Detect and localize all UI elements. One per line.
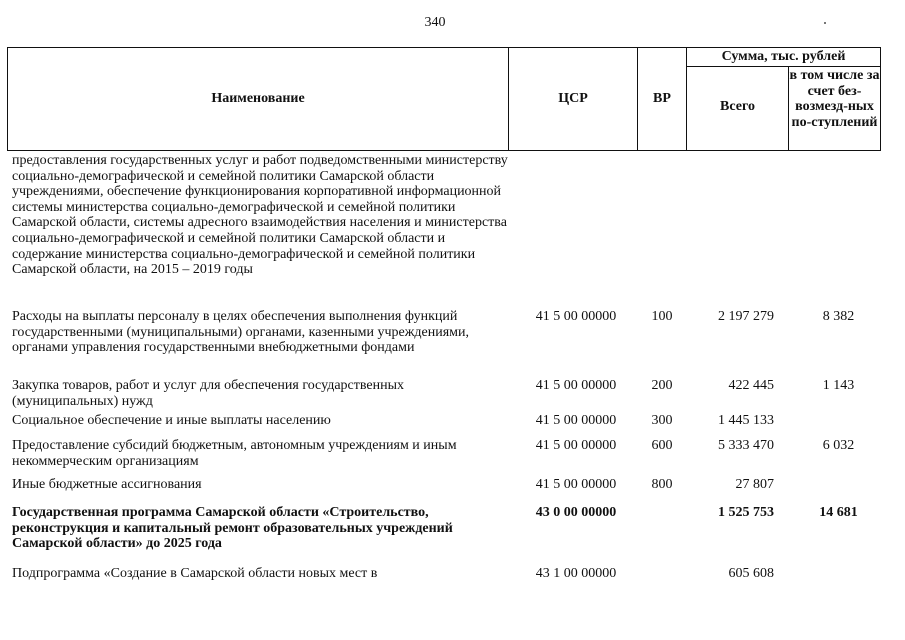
row-name: предоставления государственных услуг и работ подведомственными министерству социально-демографической и семейной политики Самарской области учреждениями, обеспечение функционирования корпоративной информационной системы министерства социально-демографической и семейной политики Самарской области, системы адресного взаимодействия населения и министерства социально-демографической и семейной политики Самарской области и содержание министерства социально-демографической и семейной политики Самарской области, на 2015 – 2019 годы xyxy=(12,153,508,278)
row-vr: 200 xyxy=(651,378,673,393)
row-name: Социальное обеспечение и иные выплаты населению xyxy=(12,413,331,428)
row-vr: 300 xyxy=(651,413,673,428)
header-vr: ВР xyxy=(653,91,671,106)
row-name: Государственная программа Самарской области «Строительство, реконструкция и капитальный ремонт образовательных учреждений Самарской области» до 2025 года xyxy=(12,505,453,552)
row-csr: 41 5 00 00000 xyxy=(535,477,617,492)
row-gratuitous: 14 681 xyxy=(819,505,858,520)
row-total: 2 197 279 xyxy=(718,309,774,324)
header-csr: ЦСР xyxy=(558,91,588,106)
row-vr: 800 xyxy=(651,477,673,492)
row-csr: 41 5 00 00000 xyxy=(535,413,617,428)
header-total: Всего xyxy=(720,99,755,114)
row-csr: 41 5 00 00000 xyxy=(535,378,617,393)
row-csr: 43 0 00 00000 xyxy=(535,505,617,520)
row-total: 5 333 470 xyxy=(718,438,774,453)
row-total: 27 807 xyxy=(735,477,774,492)
row-vr: 100 xyxy=(651,309,673,324)
row-csr: 43 1 00 00000 xyxy=(535,566,617,581)
header-name: Наименование xyxy=(211,91,305,106)
row-total: 605 608 xyxy=(728,566,774,581)
header-sum-rule xyxy=(686,66,881,67)
row-total: 422 445 xyxy=(728,378,774,393)
row-total: 1 445 133 xyxy=(718,413,774,428)
row-gratuitous: 6 032 xyxy=(822,438,855,453)
row-name: Закупка товаров, работ и услуг для обеспечения государственных (муниципальных) нужд xyxy=(12,378,405,409)
row-csr: 41 5 00 00000 xyxy=(535,309,617,324)
header-top-rule xyxy=(7,47,881,48)
row-name: Расходы на выплаты персоналу в целях обеспечения выполнения функций государственными (муниципальными) органами, казенными учреждениями, органами управления государственными внебюджетными фондами xyxy=(12,309,469,356)
row-name: Подпрограмма «Создание в Самарской области новых мест в xyxy=(12,566,378,581)
table-header xyxy=(7,47,881,151)
header-gratuitous: в том числе за счет без-возмезд-ных по-ступлений xyxy=(789,68,880,130)
scan-speck xyxy=(824,22,826,24)
row-gratuitous: 1 143 xyxy=(822,378,855,393)
header-sum: Сумма, тыс. рублей xyxy=(721,49,846,64)
row-name: Предоставление субсидий бюджетным, автономным учреждениям и иным некоммерческим организациям xyxy=(12,438,457,469)
row-total: 1 525 753 xyxy=(718,505,774,520)
header-divider xyxy=(880,47,881,151)
header-bottom-rule xyxy=(7,150,881,151)
row-gratuitous: 8 382 xyxy=(822,309,855,324)
page-number: 340 xyxy=(424,15,446,30)
row-name: Иные бюджетные ассигнования xyxy=(12,477,202,492)
row-vr: 600 xyxy=(651,438,673,453)
row-csr: 41 5 00 00000 xyxy=(535,438,617,453)
